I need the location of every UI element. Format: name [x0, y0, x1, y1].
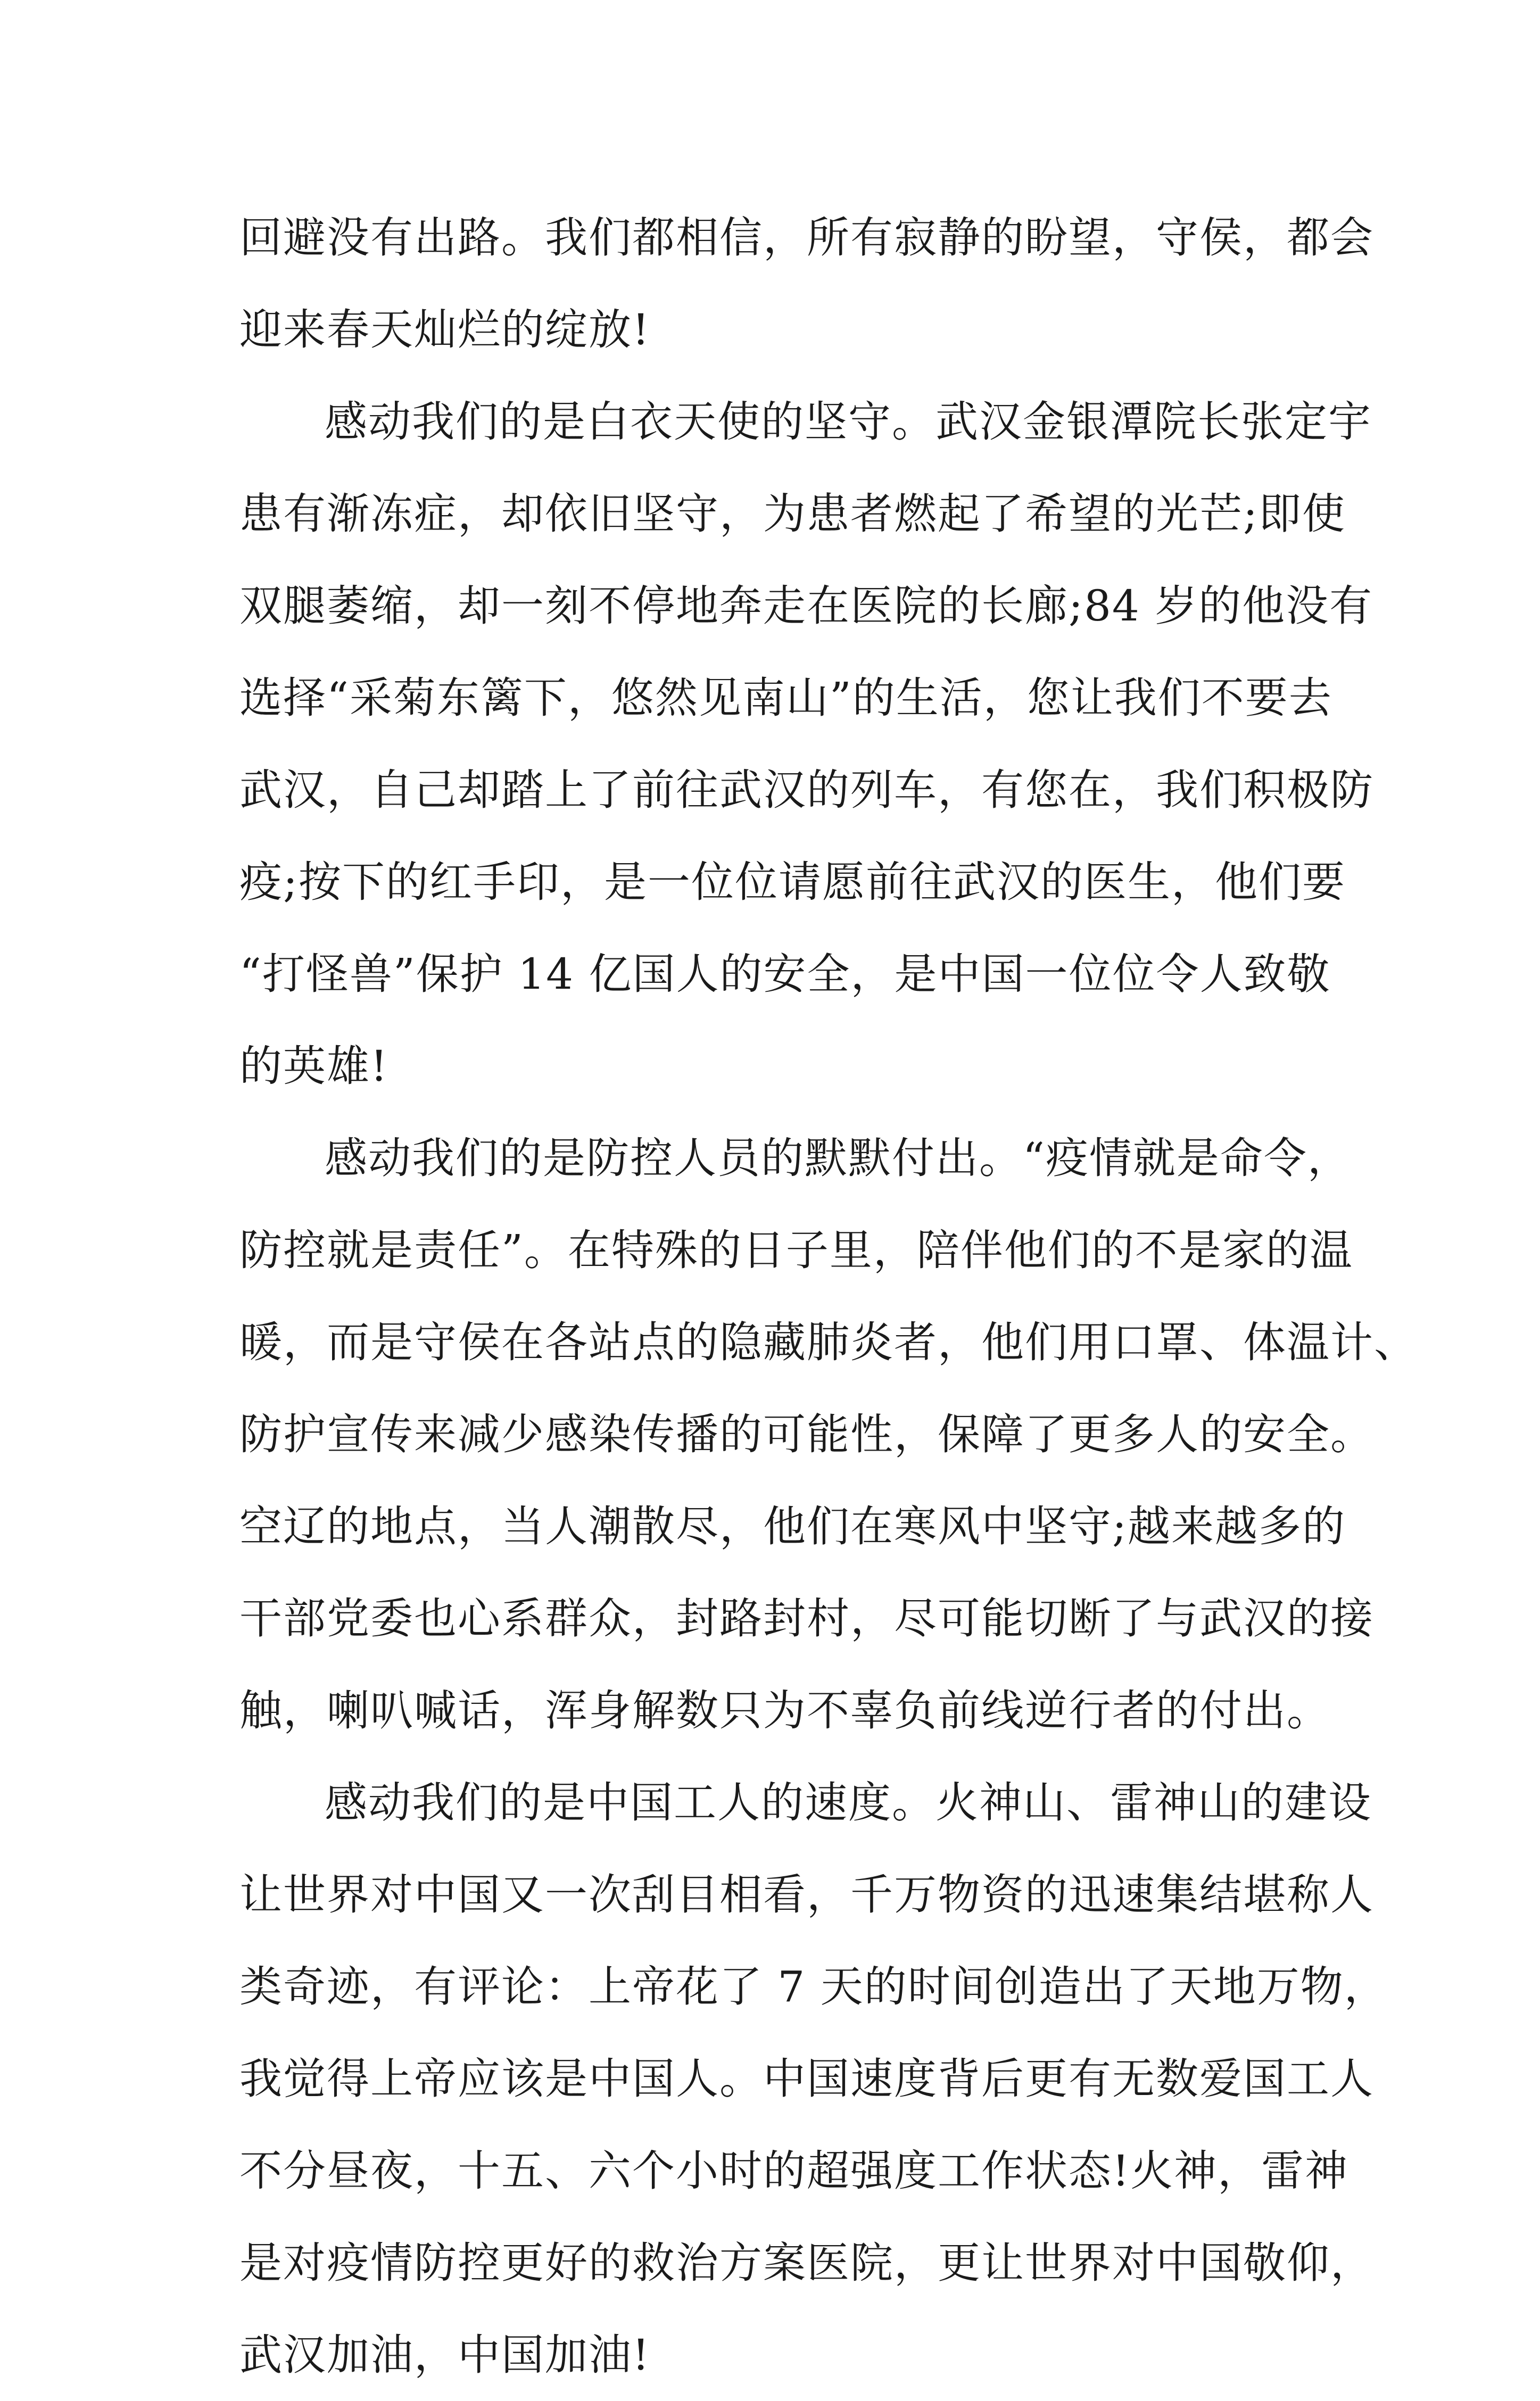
paragraph-2-line-4: 选择“采菊东篱下，悠然见南山”的生活，您让我们不要去 [239, 673, 1332, 723]
paragraph-3-line-7: 触，喇叭喊话，浑身解数只为不辜负前线逆行者的付出。 [239, 1686, 1330, 1735]
paragraph-1-line-1: 回避没有出路。我们都相信，所有寂静的盼望，守侯，都会 [239, 213, 1374, 262]
paragraph-2-line-1: 感动我们的是白衣天使的坚守。武汉金银潭院长张定宇 [325, 397, 1372, 446]
paragraph-2-line-2: 患有渐冻症，却依旧坚守，为患者燃起了希望的光芒;即使 [239, 489, 1346, 539]
paragraph-4-line-6: 是对疫情防控更好的救治方案医院，更让世界对中国敬仰， [239, 2238, 1374, 2288]
paragraph-4-line-4: 我觉得上帝应该是中国人。中国速度背后更有无数爱国工人 [239, 2054, 1374, 2104]
paragraph-4-line-2: 让世界对中国又一次刮目相看，千万物资的迅速集结堪称人 [239, 1870, 1374, 1919]
paragraph-4-line-7: 武汉加油，中国加油! [239, 2330, 651, 2380]
paragraph-3-line-2: 防控就是责任”。在特殊的日子里，陪伴他们的不是家的温 [239, 1226, 1353, 1275]
paragraph-2-line-5: 武汉，自己却踏上了前往武汉的列车，有您在，我们积极防 [239, 765, 1374, 815]
paragraph-3-line-3: 暖，而是守侯在各站点的隐藏肺炎者，他们用口罩、体温计、 [239, 1318, 1418, 1367]
paragraph-4-line-3: 类奇迹，有评论：上帝花了 7 天的时间创造出了天地万物， [239, 1962, 1388, 2011]
paragraph-4-line-5: 不分昼夜，十五、六个小时的超强度工作状态!火神，雷神 [239, 2146, 1349, 2196]
paragraph-3-line-6: 干部党委也心系群众，封路封村，尽可能切断了与武汉的接 [239, 1594, 1374, 1643]
paragraph-2-line-7: “打怪兽”保护 14 亿国人的安全，是中国一位位令人致敬 [239, 949, 1331, 999]
document-body [239, 192, 1418, 2401]
paragraph-2-line-8: 的英雄! [239, 1041, 389, 1091]
paragraph-3-line-4: 防护宣传来减少感染传播的可能性，保障了更多人的安全。 [239, 1410, 1374, 1459]
paragraph-3-line-5: 空辽的地点，当人潮散尽，他们在寒风中坚守;越来越多的 [239, 1502, 1346, 1551]
paragraph-2-line-6: 疫;按下的红手印，是一位位请愿前往武汉的医生，他们要 [239, 857, 1346, 907]
paragraph-4-line-1: 感动我们的是中国工人的速度。火神山、雷神山的建设 [325, 1778, 1372, 1827]
paragraph-1-line-2: 迎来春天灿烂的绽放! [239, 305, 651, 354]
paragraph-2-line-3: 双腿萎缩，却一刻不停地奔走在医院的长廊;84 岁的他没有 [239, 581, 1373, 631]
paragraph-3-line-1: 感动我们的是防控人员的默默付出。“疫情就是命令， [325, 1133, 1351, 1183]
